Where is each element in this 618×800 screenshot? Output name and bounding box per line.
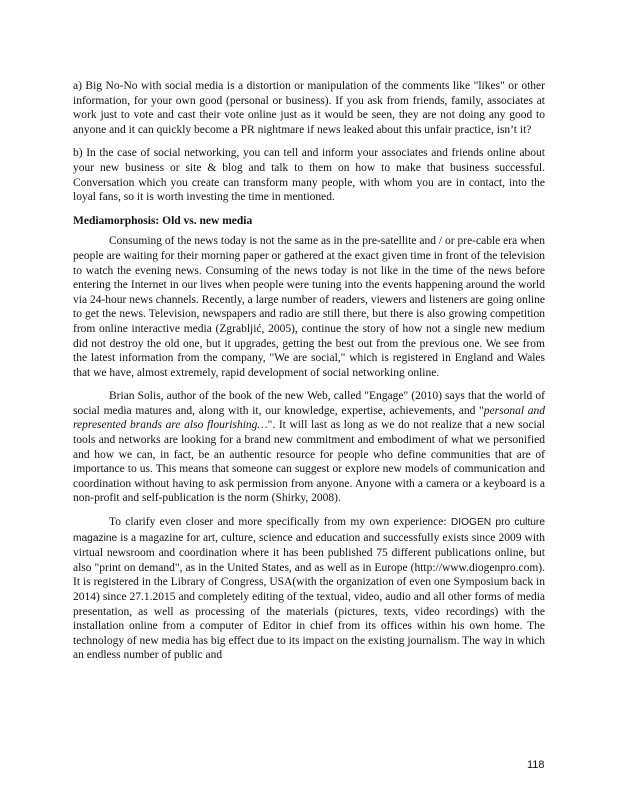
paragraph-2-text-start: Brian Solis, author of the book of the new Web, called "Engage" (2010) says that the world of social media matures and, along with it, our knowledge, expertise, achievements, and " (73, 390, 545, 417)
paragraph-mediamorphosis-2 (73, 389, 545, 506)
page-number: 118 (527, 759, 545, 771)
paragraph-3-text-end: is a magazine for art, culture, science and education and successfully exists since 2009 with virtual newsroom and coordination where it has been published 75 different publications online, but also "print on demand", as in the United States, and as well as in Europe (http://www.diogenpro.com). It is registered in the Library of Congress, USA(with the organization of even one Symposium back in 2014) since 27.1.2015 and completely editing of the textual, video, audio and all other forms of media presentation, as well as processing of the materials (pictures, texts, video recordings) with the installation online from a computer of Editor in chief from its offices within his own home. The technology of new media has big effect due to its impact on the existing journalism. The way in which an endless number of public and (73, 531, 545, 662)
paragraph-mediamorphosis-1: Consuming of the news today is not the same as in the pre-satellite and / or pre-cable era when people are waiting for their morning paper or gathered at the exact given time in front of the television to watch the evening news. Consuming of the news today is not like in the time of the news before entering the Internet in our lives when people were tuning into the events happening around the world via 24-hour news channels. Recently, a large number of readers, viewers and listeners are going online to get the news. Television, newspapers and radio are still there, but there is also growing competition from online interactive media (Zgrabljić, 2005), continue the story of how not a single new medium did not destroy the old one, but it upgrades, getting the best out from the previous one. We see from the latest information from the company, "We are social," which is registered in England and Wales that we have, almost extremely, rapid development of social networking online. (73, 235, 545, 379)
paragraph-2-text-end: ". It will last as long as we do not realize that a new social tools and networks are looking for a brand new commitment and embodiment of what we personified and how we can, in fact, be an authentic resource for people who define communities that are of importance to us. This means that someone can suggest or explore new models of communication and coordination without having to ask permission from anyone. Anyone with a camera or a keyboard is a non-profit and self-publication is the norm (Shirky, 2008). (73, 419, 545, 505)
paragraph-b: b) In the case of social networking, you can tell and inform your associates and friends online about your new business or site & blog and talk to them on how to make that business successful. Conversation which you create can transform many people, with whom you are in contact, into the loyal fans, so it is worth investing the time in mentioned. (73, 147, 545, 204)
magazine-name: DIOGEN pro culture magazine (73, 517, 545, 544)
document-page (73, 79, 545, 672)
paragraph-3-text-start: To clarify even closer and more specifically from my own experience: (109, 516, 451, 529)
section-heading: Mediamorphosis: Old vs. new media (73, 214, 253, 227)
paragraph-2-quote: personal and represented brands are also flourishing… (73, 404, 546, 432)
paragraph-mediamorphosis-3 (73, 515, 545, 663)
paragraph-a: a) Big No-No with social media is a distortion or manipulation of the comments like "likes" or other information, for your own good (personal or business). If you ask from friends, family, associates at work just to vote and cast their vote online just as it would be seen, they are not doing any good to anyone and it can quickly become a PR nightmare if news leaked about this unfair practice, isn’t it? (73, 80, 545, 136)
